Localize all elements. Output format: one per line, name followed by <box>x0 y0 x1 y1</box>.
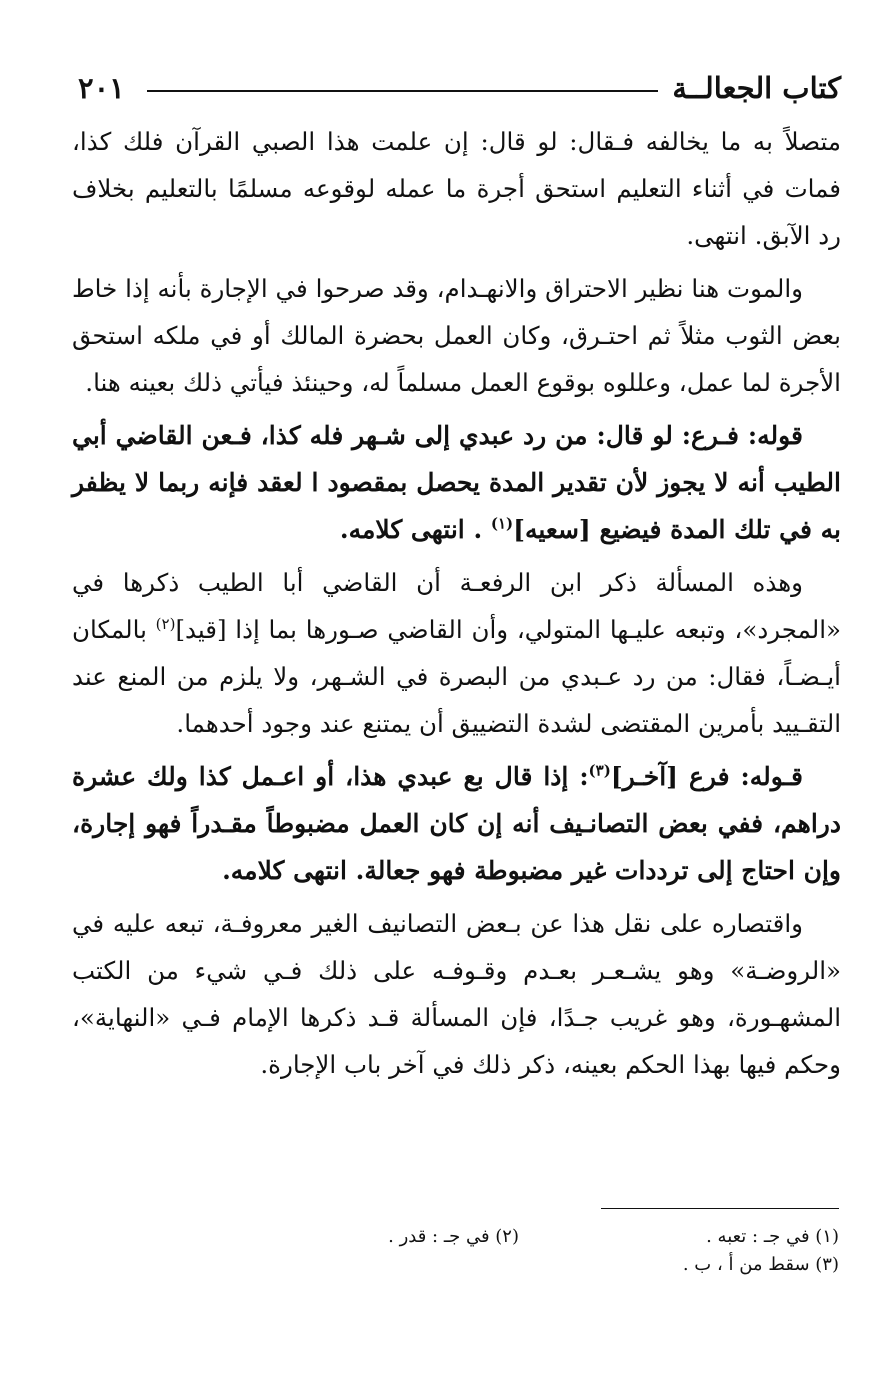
footnote-3: (٣) سقط من أ ، ب . <box>682 1254 839 1275</box>
footnote-row-2 <box>73 1251 839 1279</box>
paragraph-6: واقتصاره على نقل هذا عن بـعض التصانيف الغير معروفـة، تبعه عليه في «الروضـة» وهو يشـعـر بعـدم وقـوفـه على ذلك فـي شيء من الكتب المشهـورة، وهو غريب جـدًا، فإن المسألة قـد ذكرها الإمام فـي «النهاية»، وحكم فيها بهذا الحكم بعينه، ذكر ذلك في آخر باب الإجارة. <box>72 909 841 1079</box>
footnote-ref-1[interactable]: (١) <box>490 514 514 533</box>
header-rule <box>147 90 659 92</box>
paragraph-3-quote: قوله: فـرع: لو قال: من رد عبدي إلى شـهر فله كذا، فـعن القاضي أبي الطيب أنه لا يجوز لأن تقدير المدة يحصل بمقصود ا لعقد فإنه ربما لا يظفر به في تلك المدة فيضيع [سعيه]$^{(١)}$ . انتهى كلامه. <box>72 421 841 544</box>
footnote-row-1 <box>73 1223 839 1251</box>
paragraph-2: والموت هنا نظير الاحتراق والانهـدام، وقد صرحوا في الإجارة بأنه إذا خاط بعض الثوب مثلاً ثم احتـرق، وكان العمل بحضرة المالك أو في ملكه استحق الأجرة لما عمل، وعللوه بوقوع العمل مسلماً له، وحينئذ فيأتي ذلك بعينه هنا. <box>72 274 841 397</box>
chapter-title: كتاب الجعالــة <box>672 71 841 105</box>
footnote-ref-3[interactable]: (٣) <box>588 761 611 780</box>
paragraph-1: متصلاً به ما يخالفه فـقال: لو قال: إن علمت هذا الصبي القرآن فلك كذا، فمات في أثناء التعليم استحق أجرة ما عمله لوقوعه مسلمًا بالتعليم بخلاف رد الآبق. انتهى. <box>72 127 841 250</box>
page-number: ٢٠١ <box>78 71 125 105</box>
footnote-ref-2[interactable]: (٢) <box>155 614 176 633</box>
running-header <box>72 62 841 114</box>
paragraph-5-quote: قـوله: فرع [آخـر]$^{(٣)}$: إذا قال بع عبدي هذا، أو اعـمل كذا ولك عشرة دراهم، ففي بعض التصانـيف أنه إن كان العمل مضبوطاً مقـدراً فهو إجارة، وإن احتاج إلى ترددات غير مضبوطة فهو جعالة. انتهى كلامه. <box>72 761 841 885</box>
paragraph-4: وهذه المسألة ذكر ابن الرفعـة أن القاضي أبا الطيب ذكرها في «المجرد»، وتبعه عليـها المتولي، وأن القاضي صـورها بما إذا [قيد]$^{(٢)}$ بالمكان أيـضـاً، فقال: من رد عـبدي من البصرة في الشـهر، ولا يلزم من المنع عند التقـييد بأمرين المقتضى لشدة التضييق أن يمتنع عند وجود أحدهما. <box>72 568 841 738</box>
footnote-1: (١) في جـ : تعبه . <box>706 1226 839 1247</box>
footnotes <box>73 1208 839 1279</box>
body-text <box>72 118 841 1088</box>
footnote-rule <box>601 1208 839 1209</box>
footnote-2: (٢) في جـ : قدر . <box>388 1226 519 1247</box>
